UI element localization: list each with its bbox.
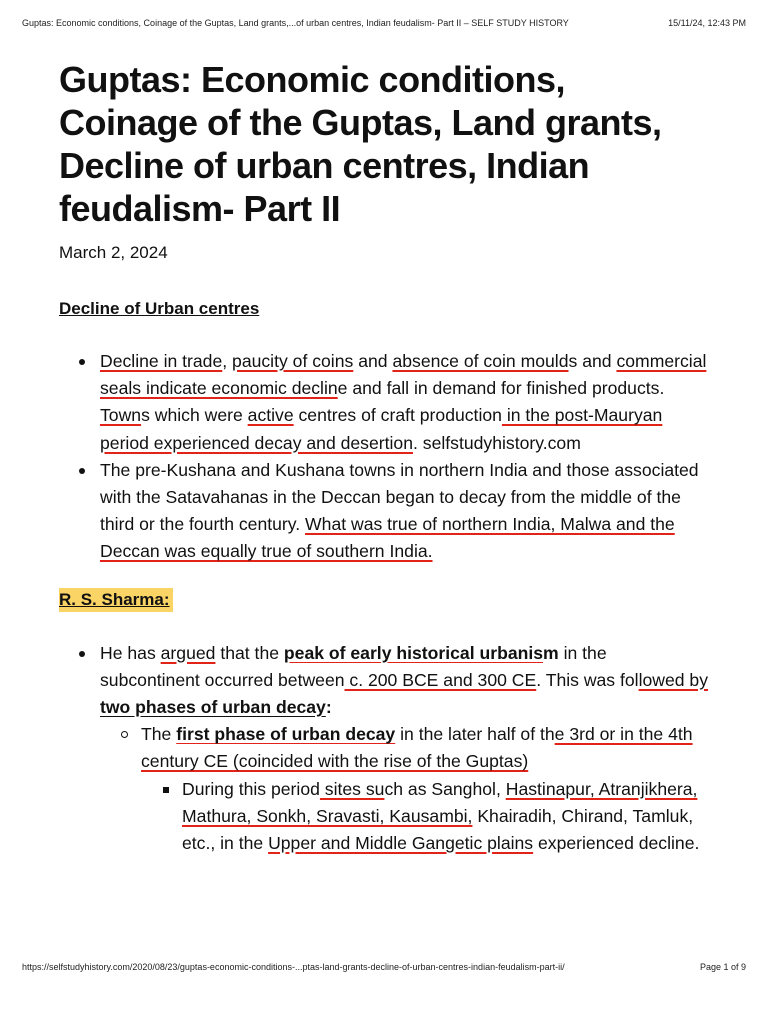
text-run: first phase of urban decay [176,724,396,745]
text-run: in the later half of th [395,724,555,745]
text-run: , [222,351,233,371]
print-header-title: Guptas: Economic conditions, Coinage of the Guptas, Land grants,...of urban centres, Indian feudalism- Part II – SELF STUDY HISTORY [22,18,569,28]
article-title: Guptas: Economic conditions, Coinage of the Guptas, Land grants, Decline of urban centres, Indian feudalism- Part II [59,59,662,229]
print-footer [22,962,746,972]
decline-list [59,348,709,566]
text-run: in the post-Mauryan period experienced decay and desertion [100,405,663,453]
text-run: commercial se [100,351,707,399]
print-footer-url: https://selfstudyhistory.com/2020/08/23/guptas-economic-conditions-...ptas-land-grants-decline-of-urban-centres-indian-feudalism-part-ii/ [22,962,565,972]
text-run: Decline in trade [100,351,223,371]
article [59,58,709,857]
section-heading-rs-sharma: R. S. Sharma: [59,588,173,612]
list-item [100,721,709,857]
print-header-datetime: 15/11/24, 12:43 PM [668,18,746,28]
list-item [59,457,709,566]
text-run: s which were [141,405,248,426]
text-run: He has [100,642,161,663]
list-item [59,640,709,858]
text-run: in the subcontinent occurred between [100,642,607,690]
sharma-list [59,640,709,858]
sharma-subsublist [141,776,709,858]
text-run: paucity of coins [232,351,354,371]
text-run: Upper and Middle Gangetic plains [268,833,534,854]
text-run: two phases of urban decay [100,697,326,718]
list-item [59,348,709,457]
text-run: : [325,697,332,718]
text-run: that the [215,642,284,663]
section-heading-decline-urban-centres: Decline of Urban centres [59,299,260,318]
text-run: s and [568,351,617,371]
text-run: The [141,724,177,745]
print-footer-page-number: Page 1 of 9 [699,962,746,972]
text-run: centres of craft production [293,405,502,426]
text-run: and [353,351,393,371]
text-run: Hastinapur, Atranjikhera, Mathura, Sonkh, Sravasti, Kausambi, [182,778,698,826]
text-run: c. 200 BCE and 300 CE [344,669,537,690]
text-run: peak of early historical urbanis [283,642,544,663]
text-run: lowed by [638,669,709,690]
text-run: als indicate economic declin [118,378,338,399]
text-run: What was true of northern India, Malwa and the Deccan was equally true of southern India. [100,514,675,562]
text-run: e and fall in demand for finished products. [337,378,665,399]
text-run: e 3rd or in the 4th century CE (coincided with the rise of the Guptas) [141,724,693,772]
text-run: m [543,642,559,663]
sharma-sublist [100,721,709,857]
article-date: March 2, 2024 [59,243,168,262]
text-run: ch as Sanghol, [384,778,506,799]
text-run: experienced decline. [533,833,700,854]
text-run: Khairadih, Chirand, Tamluk, etc., in the [182,805,694,854]
text-run: The pre-Kushana and Kushana towns in northern India and those associated with the Satavahanas in the Deccan began to decay from the middle of the third or the fourth century. [100,459,699,535]
print-header [22,18,746,28]
text-run: Town [100,405,142,426]
text-run: absence of coin mould [392,351,569,371]
text-run: sites su [319,778,385,799]
text-run: active [247,405,294,426]
text-run: . selfstudyhistory.com [413,432,581,453]
list-item [141,776,709,858]
text-run: argued [160,642,216,663]
text-run: During this period [182,778,320,799]
text-run: . This was fol [536,669,639,690]
